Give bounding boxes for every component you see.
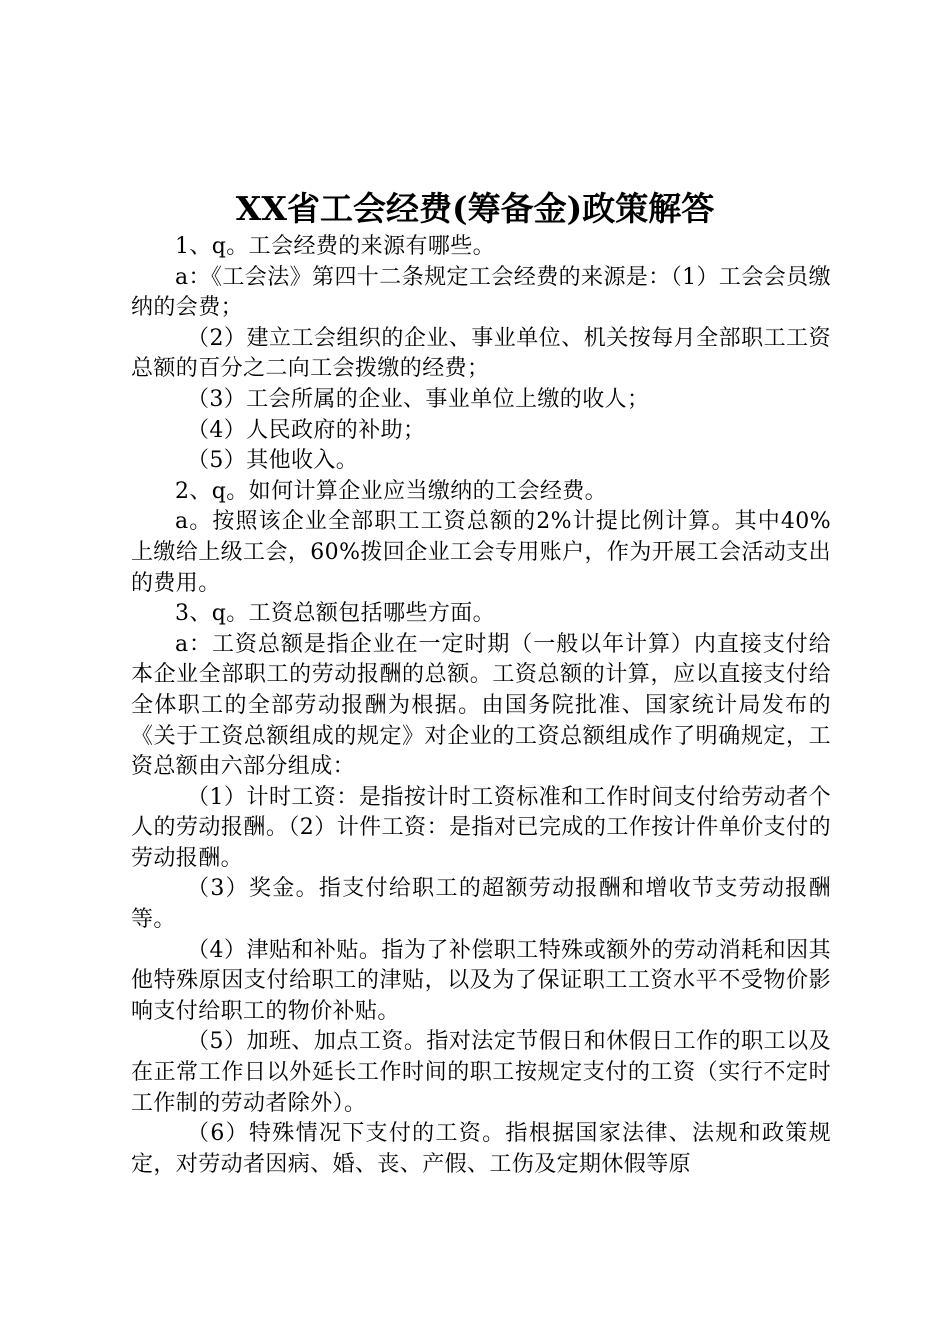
paragraph-a1-intro: a：《工会法》第四十二条规定工会经费的来源是：（1）工会会员缴纳的会费； [131, 264, 831, 321]
paragraph-a1-item2: （2）建立工会组织的企业、事业单位、机关按每月全部职工工资总额的百分之二向工会拨缴的经费； [131, 325, 831, 382]
paragraph-a1-item4: （4）人民政府的补助； [187, 417, 426, 443]
paragraph-a2: a。按照该企业全部职工工资总额的2%计提比例计算。其中40%上缴给上级工会，60%拨回企业工会专用账户，作为开展工会活动支出的费用。 [131, 509, 831, 596]
paragraph-q3: 3、q。工资总额包括哪些方面。 [175, 601, 496, 627]
paragraph-a3-item1-2: （1）计时工资：是指按计时工资标准和工作时间支付给劳动者个人的劳动报酬。（2）计件工资：是指对已完成的工作按计件单价支付的劳动报酬。 [131, 784, 831, 871]
paragraph-a3-item4: （4）津贴和补贴。指为了补偿职工特殊或额外的劳动消耗和因其他特殊原因支付给职工的津贴，以及为了保证职工工资水平不受物价影响支付给职工的物价补贴。 [131, 937, 831, 1024]
paragraph-a3-item6: （6）特殊情况下支付的工资。指根据国家法律、法规和政策规定，对劳动者因病、婚、丧、产假、工伤及定期休假等原 [131, 1121, 831, 1177]
paragraph-q1: 1、q。工会经费的来源有哪些。 [175, 234, 496, 259]
paragraph-a3-item3: （3）奖金。指支付给职工的超额劳动报酬和增收节支劳动报酬等。 [131, 876, 831, 933]
paragraph-a1-item3: （3）工会所属的企业、事业单位上缴的收人； [187, 386, 650, 412]
paragraph-a1-item5: （5）其他收入。 [187, 448, 359, 474]
paragraph-q2: 2、q。如何计算企业应当缴纳的工会经费。 [175, 478, 608, 504]
paragraph-a3-intro: a：工资总额是指企业在一定时期（一般以年计算）内直接支付给本企业全部职工的劳动报酬的总额。工资总额的计算，应以直接支付给全体职工的全部劳动报酬为根据。由国务院批准、国家统计局发布的《关于工资总额组成的规定》对企业的工资总额组成作了明确规定，工资总额由六部分组成： [131, 631, 831, 780]
document-body [131, 232, 831, 1180]
document-title: XX省工会经费(筹备金)政策解答 [235, 189, 715, 228]
paragraph-a3-item5: （5）加班、加点工资。指对法定节假日和休假日工作的职工以及在正常工作日以外延长工作时间的职工按规定支付的工资（实行不定时工作制的劳动者除外）。 [131, 1029, 831, 1116]
